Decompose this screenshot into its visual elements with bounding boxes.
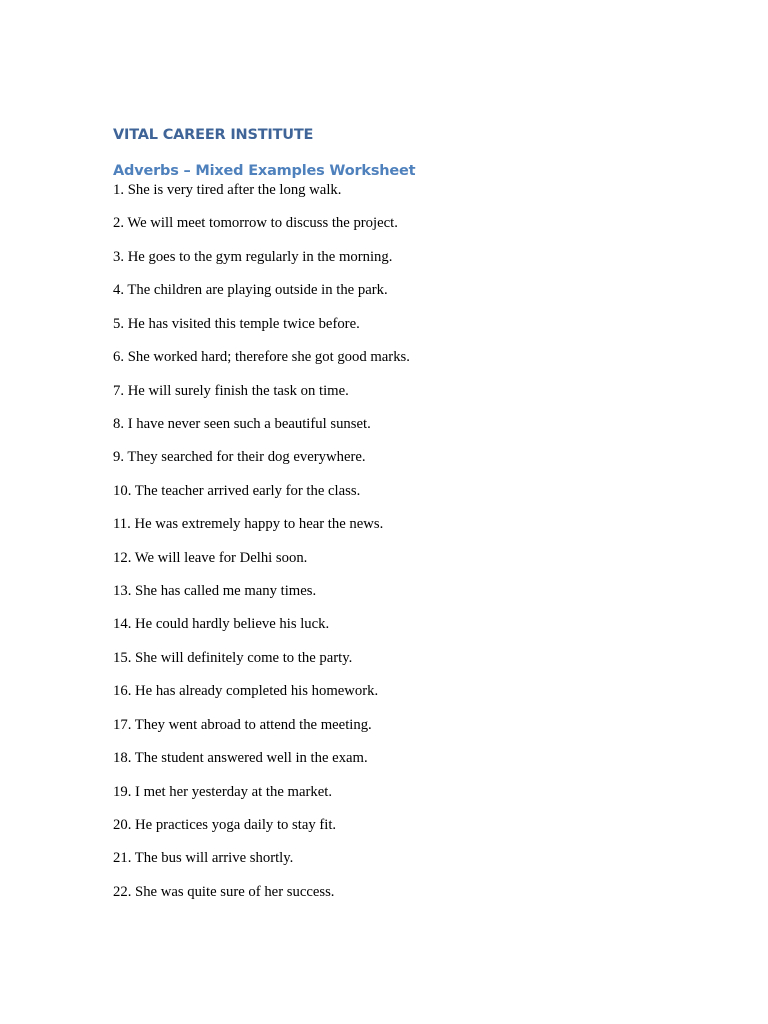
- example-sentence-10: 10. The teacher arrived early for the class.: [113, 482, 361, 499]
- example-sentence-8: 8. I have never seen such a beautiful sunset.: [113, 415, 371, 432]
- example-sentence-9: 9. They searched for their dog everywhere.: [113, 449, 366, 466]
- example-sentence-17: 17. They went abroad to attend the meeting.: [113, 716, 372, 733]
- worksheet-title: Adverbs – Mixed Examples Worksheet: [113, 163, 416, 179]
- example-sentence-6: 6. She worked hard; therefore she got good marks.: [113, 349, 410, 366]
- example-sentence-5: 5. He has visited this temple twice before.: [113, 315, 360, 332]
- example-sentence-21: 21. The bus will arrive shortly.: [113, 850, 294, 867]
- example-sentence-12: 12. We will leave for Delhi soon.: [113, 549, 308, 566]
- example-sentence-7: 7. He will surely finish the task on time.: [113, 382, 349, 399]
- example-sentence-22: 22. She was quite sure of her success.: [113, 883, 335, 900]
- example-sentence-11: 11. He was extremely happy to hear the news.: [113, 516, 384, 533]
- example-sentence-14: 14. He could hardly believe his luck.: [113, 616, 330, 633]
- example-sentence-20: 20. He practices yoga daily to stay fit.: [113, 817, 337, 834]
- example-sentence-4: 4. The children are playing outside in the park.: [113, 282, 388, 299]
- example-sentence-list: [113, 181, 673, 916]
- example-sentence-15: 15. She will definitely come to the party.: [113, 649, 353, 666]
- example-sentence-19: 19. I met her yesterday at the market.: [113, 783, 333, 800]
- document-content: [113, 125, 673, 916]
- example-sentence-16: 16. He has already completed his homework.: [113, 683, 379, 700]
- example-sentence-1: 1. She is very tired after the long walk.: [113, 182, 342, 198]
- example-sentence-13: 13. She has called me many times.: [113, 583, 317, 600]
- example-sentence-2: 2. We will meet tomorrow to discuss the project.: [113, 215, 398, 232]
- example-sentence-18: 18. The student answered well in the exam.: [113, 750, 368, 767]
- institute-heading: VITAL CAREER INSTITUTE: [113, 127, 314, 143]
- example-sentence-3: 3. He goes to the gym regularly in the morning.: [113, 248, 393, 265]
